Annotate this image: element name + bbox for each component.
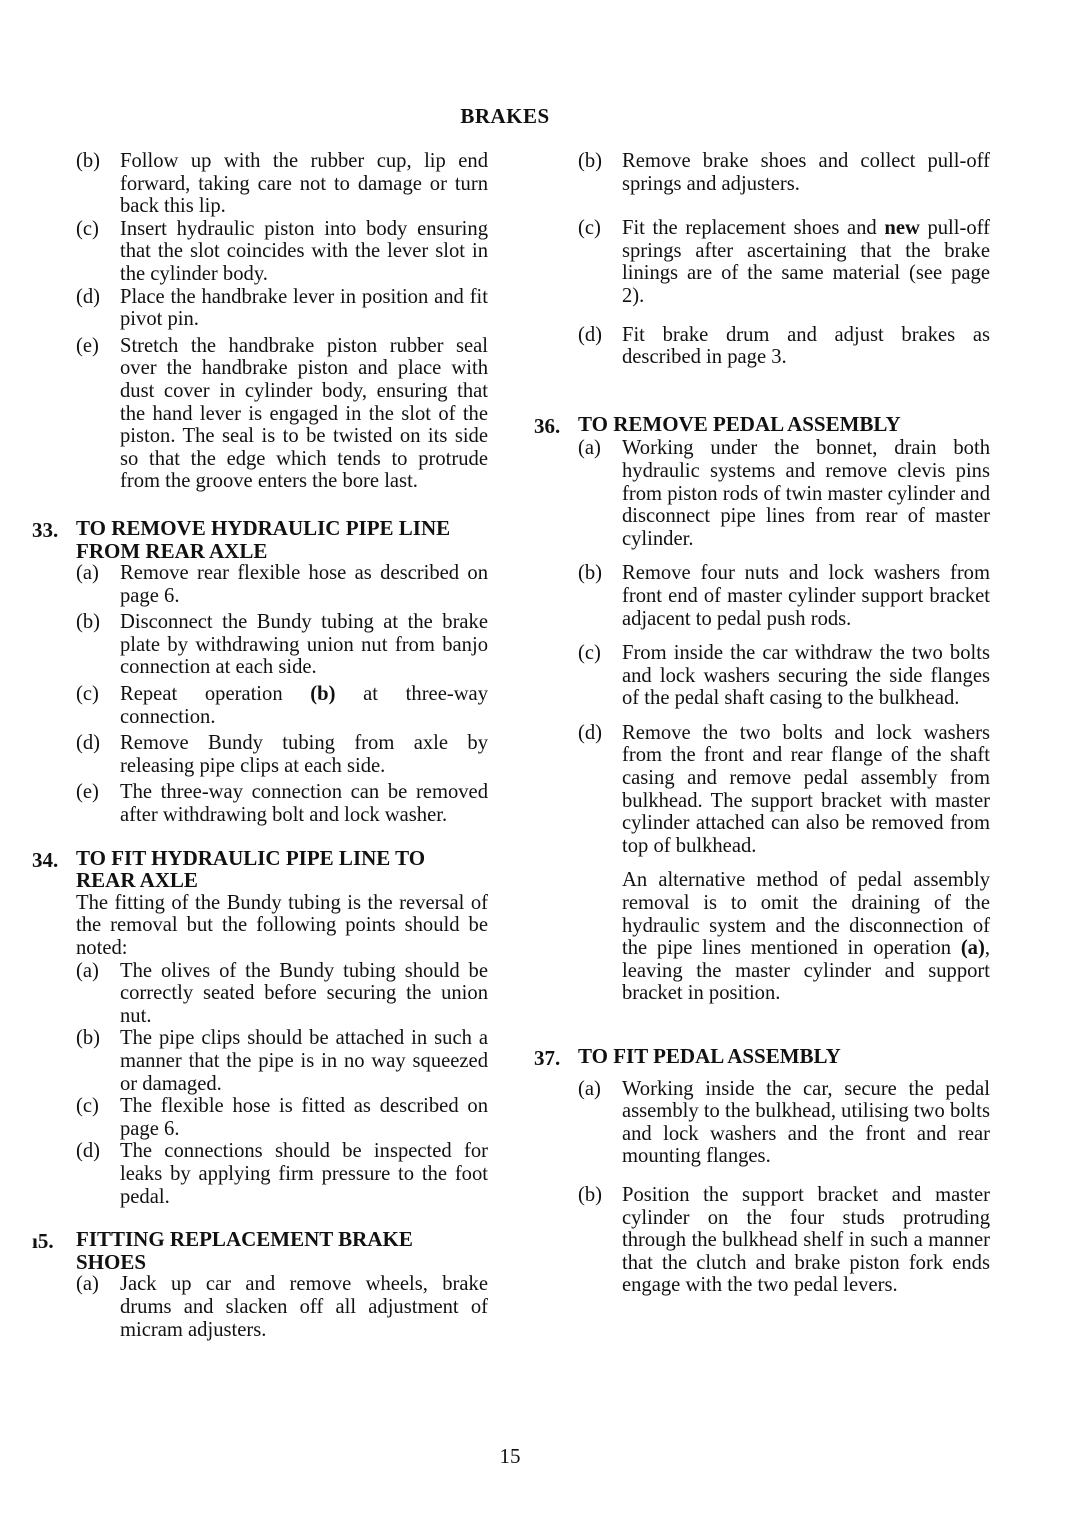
section-number: 36.	[534, 413, 561, 438]
section-number: 33.	[32, 517, 59, 542]
list-item	[578, 722, 990, 858]
item-text: The flexible hose is fitted as described on page 6.	[120, 1095, 488, 1140]
list-item	[76, 1140, 488, 1208]
section-35-heading	[32, 1227, 488, 1274]
list-item	[76, 335, 488, 493]
list-item	[578, 150, 990, 195]
item-text: From inside the car withdraw the two bolts and lock washers securing the side flanges of the pedal shaft casing to the bulkhead.	[622, 642, 990, 710]
item-label: (b)	[578, 150, 603, 172]
item-label: (e)	[76, 781, 99, 804]
item-label: (d)	[76, 1140, 101, 1163]
item-label: (b)	[76, 611, 101, 634]
item-text: Place the handbrake lever in position and fit pivot pin.	[120, 285, 488, 331]
item-text: Remove the two bolts and lock washers from the front and rear flange of the shaft casing and remove pedal assembly from bulkhead. The support bracket with master cylinder attached can also be removed from top of bulkhead.	[622, 721, 990, 857]
item-label: (c)	[76, 683, 99, 706]
item-label: (a)	[76, 959, 99, 982]
right-column	[534, 150, 990, 1297]
item-text: Fit the replacement shoes and new pull-off springs after ascertaining that the brake linings are of the same material (see page 2).	[622, 217, 990, 307]
item-label: (c)	[578, 217, 601, 240]
item-text: Working inside the car, secure the pedal assembly to the bulkhead, utilising two bolts and lock washers and the front and rear mounting flanges.	[622, 1077, 990, 1168]
item-label: (c)	[578, 642, 601, 665]
item-text: Jack up car and remove wheels, brake drums and slacken off all adjustment of micram adjusters.	[120, 1273, 488, 1341]
item-text: Working under the bonnet, drain both hydraulic systems and remove clevis pins from piston rods of twin master cylinder and disconnect pipe lines from rear of master cylinder.	[622, 437, 990, 550]
item-text: Fit brake drum and adjust brakes as described in page 3.	[622, 323, 990, 369]
item-text: Repeat operation (b) at three-way connection.	[120, 683, 488, 728]
item-text: Follow up with the rubber cup, lip end forward, taking care not to damage or turn back this lip.	[120, 150, 488, 218]
item-label: (d)	[578, 721, 603, 744]
list-item	[76, 781, 488, 826]
item-label: (b)	[76, 1027, 101, 1050]
section-number: 34.	[32, 847, 59, 872]
list-item	[76, 611, 488, 679]
list-item	[76, 1273, 488, 1341]
item-label: (b)	[578, 1183, 603, 1206]
list-item	[76, 150, 488, 218]
list-item	[578, 562, 990, 630]
left-column	[32, 150, 488, 1341]
list-item	[76, 286, 488, 331]
list-item	[76, 683, 488, 728]
item-text: Remove brake shoes and collect pull-off springs and adjusters.	[622, 150, 990, 195]
list-item	[578, 642, 990, 710]
item-text: Disconnect the Bundy tubing at the brake plate by withdrawing union nut from banjo connection at each side.	[120, 611, 488, 679]
section-title: TO REMOVE HYDRAULIC PIPE LINE FROM REAR AXLE	[76, 515, 451, 563]
item-label: (d)	[76, 732, 101, 755]
list-item	[76, 1027, 488, 1095]
section-number: 37.	[534, 1046, 561, 1070]
section-36-heading	[534, 411, 990, 438]
item-text: The three-way connection can be removed after withdrawing bolt and lock washer.	[120, 781, 488, 827]
item-label: (c)	[76, 217, 99, 240]
item-text: Insert hydraulic piston into body ensuring that the slot coincides with the lever slot in the cylinder body.	[120, 217, 488, 285]
section-title: TO FIT PEDAL ASSEMBLY	[578, 1044, 841, 1068]
list-item	[76, 218, 488, 286]
section-title: TO FIT HYDRAULIC PIPE LINE TO REAR AXLE	[76, 845, 426, 893]
item-label: (a)	[76, 1273, 99, 1296]
section-34-heading	[32, 845, 488, 893]
item-label: (b)	[76, 150, 101, 172]
item-text: Remove rear flexible hose as described on page 6.	[120, 562, 488, 607]
item-label: (a)	[578, 1077, 601, 1100]
item-text: Remove four nuts and lock washers from front end of master cylinder support bracket adjacent to pedal push rods.	[622, 562, 990, 630]
item-text: The olives of the Bundy tubing should be correctly seated before securing the union nut.	[120, 959, 488, 1027]
page-number: 15	[499, 1444, 521, 1468]
section-37-heading	[534, 1044, 990, 1070]
section-number: ı5.	[32, 1229, 54, 1254]
page-header: BRAKES	[460, 104, 550, 128]
item-label: (e)	[76, 334, 99, 357]
item-label: (a)	[578, 437, 601, 460]
section-title: TO REMOVE PEDAL ASSEMBLY	[578, 411, 901, 436]
item-text: The connections should be inspected for leaks by applying firm pressure to the foot pedal.	[120, 1140, 488, 1208]
item-label: (a)	[76, 562, 99, 585]
list-item	[578, 437, 990, 550]
item-label: (b)	[578, 562, 603, 585]
item-text: The pipe clips should be attached in such a manner that the pipe is in no way squeezed or damaged.	[120, 1027, 488, 1095]
list-item	[76, 960, 488, 1028]
section-title: FITTING REPLACEMENT BRAKE SHOES	[76, 1227, 413, 1274]
section-34-intro: The fitting of the Bundy tubing is the reversal of the removal but the following points should be noted:	[76, 891, 488, 959]
list-item	[76, 562, 488, 607]
list-item	[76, 1095, 488, 1140]
section-33-heading	[32, 515, 488, 563]
item-label: (d)	[578, 323, 603, 346]
item-label: (d)	[76, 285, 101, 308]
item-text: Remove Bundy tubing from axle by releasing pipe clips at each side.	[120, 732, 488, 777]
section-36-note: An alternative method of pedal assembly removal is to omit the draining of the hydraulic system and the disconnection of the pipe lines mentioned in operation (a), leaving the master cylinder and support bracket in position.	[622, 869, 990, 1005]
list-item	[578, 1184, 990, 1297]
item-label: (c)	[76, 1095, 99, 1118]
item-text: Position the support bracket and master cylinder on the four studs protruding through the bulkhead shelf in such a manner that the clutch and brake piston fork ends engage with the two pedal levers.	[622, 1183, 990, 1297]
list-item	[76, 732, 488, 777]
list-item	[578, 217, 990, 307]
list-item	[578, 1078, 990, 1168]
item-text: Stretch the handbrake piston rubber seal over the handbrake piston and place with dust cover in cylinder body, ensuring that the hand lever is engaged in the slot of the piston. The seal is to be twisted on its side so that the edge which tends to protrude from the groove enters the bore last.	[120, 334, 488, 493]
list-item	[578, 324, 990, 369]
